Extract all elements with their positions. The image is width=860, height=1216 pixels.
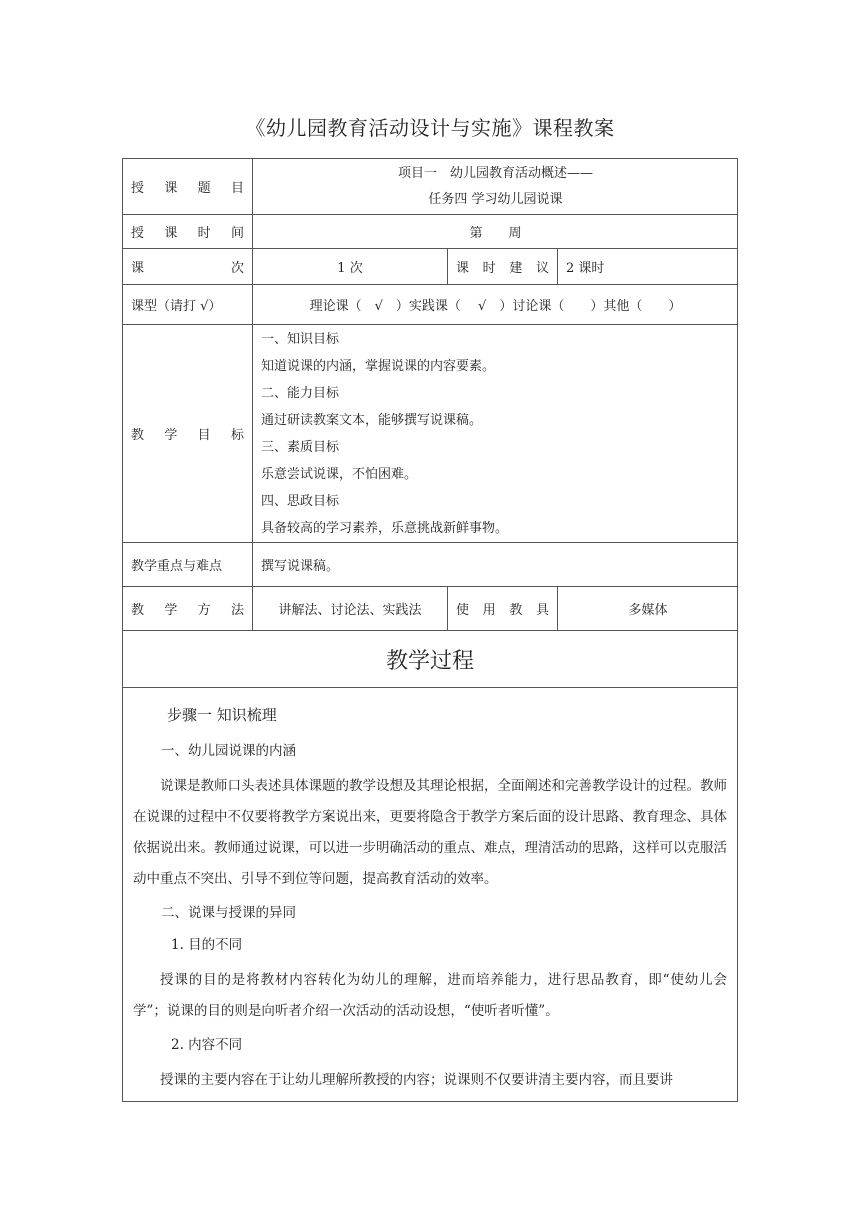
key-points-row bbox=[123, 543, 739, 587]
lesson-plan-frame bbox=[122, 158, 738, 1102]
key-points-label: 教学重点与难点 bbox=[123, 543, 253, 587]
goal-line: 一、知识目标 bbox=[261, 331, 340, 347]
topic-label: 授课题目 bbox=[123, 159, 253, 215]
topic-line-1: 项目一 幼儿园教育活动概述—— bbox=[397, 165, 593, 181]
session-row bbox=[123, 249, 739, 285]
item-heading: 1. 目的不同 bbox=[171, 937, 243, 953]
goal-line: 乐意尝试说课，不怕困难。 bbox=[261, 466, 418, 482]
goal-line: 通过研读教案文本，能够撰写说课稿。 bbox=[261, 412, 483, 428]
course-info-table bbox=[122, 158, 738, 631]
section-heading: 一、幼儿园说课的内涵 bbox=[161, 743, 296, 759]
time-label: 授课时间 bbox=[123, 215, 253, 249]
goal-line: 知道说课的内涵，掌握说课的内容要素。 bbox=[261, 358, 496, 374]
goal-line: 二、能力目标 bbox=[261, 385, 340, 401]
step-title: 步骤一 知识梳理 bbox=[167, 706, 277, 724]
goals-row bbox=[123, 325, 739, 543]
topic-value bbox=[253, 159, 739, 215]
process-body bbox=[123, 688, 737, 1096]
goals-list bbox=[253, 325, 739, 543]
type-value: 理论课（ √ ）实践课（ √ ）讨论课（ ）其他（ ） bbox=[253, 285, 739, 325]
type-label: 课型（请打 √） bbox=[123, 285, 253, 325]
process-heading: 教学过程 bbox=[123, 631, 737, 688]
topic-line-2: 任务四 学习幼儿园说课 bbox=[428, 191, 563, 207]
method-value: 讲解法、讨论法、实践法 bbox=[253, 587, 448, 631]
paragraph: 授课的目的是将教材内容转化为幼儿的理解，进而培养能力，进行思品教育，即“使幼儿会学”；说课的目的则是向听者介绍一次活动的活动设想，“使听者听懂”。 bbox=[133, 972, 727, 1019]
paragraph: 说课是教师口头表述具体课题的教学设想及其理论根据，全面阐述和完善教学设计的过程。教师在说课的过程中不仅要将教学方案说出来，更要将隐含于教学方案后面的设计思路、教育理念、具体依据说出来。教师通过说课，可以进一步明确活动的重点、难点，理清活动的思路，这样可以克服活动中重点不突出、引导不到位等问题，提高教育活动的效率。 bbox=[133, 778, 727, 887]
type-row bbox=[123, 285, 739, 325]
goal-line: 具备较高的学习素养，乐意挑战新鲜事物。 bbox=[261, 520, 509, 536]
method-row bbox=[123, 587, 739, 631]
goal-line: 四、思政目标 bbox=[261, 493, 340, 509]
item-heading: 2. 内容不同 bbox=[171, 1037, 243, 1053]
tools-value: 多媒体 bbox=[558, 587, 739, 631]
goals-label: 教学目标 bbox=[123, 325, 253, 543]
session-label: 课次 bbox=[123, 249, 253, 285]
method-label: 教学方法 bbox=[123, 587, 253, 631]
time-value: 第 周 bbox=[253, 215, 739, 249]
key-points-value: 撰写说课稿。 bbox=[253, 543, 739, 587]
time-row bbox=[123, 215, 739, 249]
hours-value: 2 课时 bbox=[558, 249, 739, 285]
goal-line: 三、素质目标 bbox=[261, 439, 340, 455]
topic-row bbox=[123, 159, 739, 215]
paragraph: 授课的主要内容在于让幼儿理解所教授的内容；说课则不仅要讲清主要内容，而且要讲 bbox=[160, 1072, 673, 1088]
tools-label: 使用教具 bbox=[448, 587, 558, 631]
section-heading: 二、说课与授课的异同 bbox=[161, 905, 296, 921]
page-title: 《幼儿园教育活动设计与实施》课程教案 bbox=[245, 116, 615, 140]
session-value: 1 次 bbox=[253, 249, 448, 285]
hours-label: 课时建议 bbox=[448, 249, 558, 285]
